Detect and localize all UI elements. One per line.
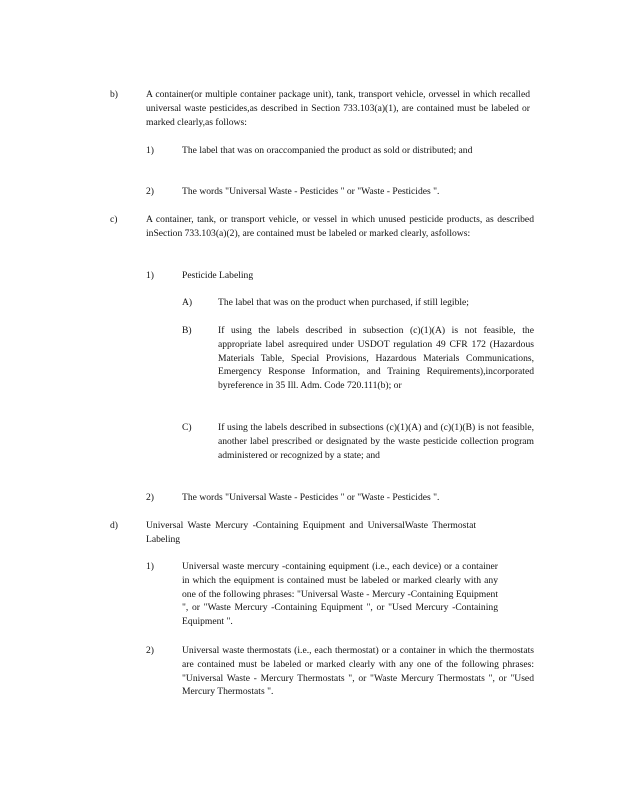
item-c1a-label: A) bbox=[182, 297, 193, 308]
item-d-label: d) bbox=[110, 520, 118, 531]
item-b-label: b) bbox=[110, 89, 118, 100]
item-c2-text: The words "Universal Waste - Pesticides " or "Waste - Pesticides ". bbox=[182, 492, 440, 503]
item-c1b-label: B) bbox=[182, 325, 192, 336]
item-c1c-label: C) bbox=[182, 422, 192, 433]
item-b2-text: The words "Universal Waste - Pesticides " or "Waste - Pesticides ". bbox=[182, 186, 440, 197]
item-c1b-text: If using the labels described in subsection (c)(1)(A) is not feasible, the appropriate label asrequired under USDOT regulation 49 CFR 172 (Hazardous Materials Table, Special Provisions, Hazardous Materials Communications, Emergency Response Information, and Training Requirements),incorporated byreference in 35 Ill. Adm. Code 720.111(b); or bbox=[218, 325, 534, 392]
item-c1c-text: If using the labels described in subsections (c)(1)(A) and (c)(1)(B) is not feasible, another label prescribed or designated by the waste pesticide collection program administered or recognized by a state; and bbox=[218, 422, 534, 461]
item-b2-label: 2) bbox=[146, 186, 154, 197]
item-d1-text: Universal waste mercury -containing equipment (i.e., each device) or a container in which the equipment is contained must be labeled or marked clearly with any one of the following phrases: "Universal Waste - Mercury -Containing Equipment ", or "Waste Mercury -Containing Equipment ", or "Used Mercury -Containing Equipment ". bbox=[182, 561, 498, 628]
item-d2-label: 2) bbox=[146, 645, 154, 656]
item-c1-text: Pesticide Labeling bbox=[182, 270, 254, 281]
item-b1-label: 1) bbox=[146, 145, 154, 156]
item-c2-label: 2) bbox=[146, 492, 154, 503]
item-c-label: c) bbox=[110, 214, 118, 225]
item-d2-text: Universal waste thermostats (i.e., each thermostat) or a container in which the thermostats are contained must be labeled or marked clearly with any one of the following phrases: "Universal Waste - Mercury Thermostats ", or "Waste Mercury Thermostats ", or "Used Mercury Thermostats ". bbox=[182, 645, 534, 698]
item-d1-label: 1) bbox=[146, 561, 154, 572]
item-b-text: A container(or multiple container package unit), tank, transport vehicle, orvessel in which recalled universal waste pesticides,as described in Section 733.103(a)(1), are contained must be labeled or marked clearly,as follows: bbox=[146, 89, 530, 128]
item-c-text: A container, tank, or transport vehicle, or vessel in which unused pesticide products, as described inSection 733.103(a)(2), are contained must be labeled or marked clearly, asfollows: bbox=[146, 214, 534, 239]
item-b1-text: The label that was on oraccompanied the product as sold or distributed; and bbox=[182, 145, 473, 156]
item-c1a-text: The label that was on the product when purchased, if still legible; bbox=[218, 297, 469, 308]
item-d-text: Universal Waste Mercury -Containing Equipment and UniversalWaste Thermostat Labeling bbox=[146, 520, 476, 545]
item-c1-label: 1) bbox=[146, 270, 154, 281]
